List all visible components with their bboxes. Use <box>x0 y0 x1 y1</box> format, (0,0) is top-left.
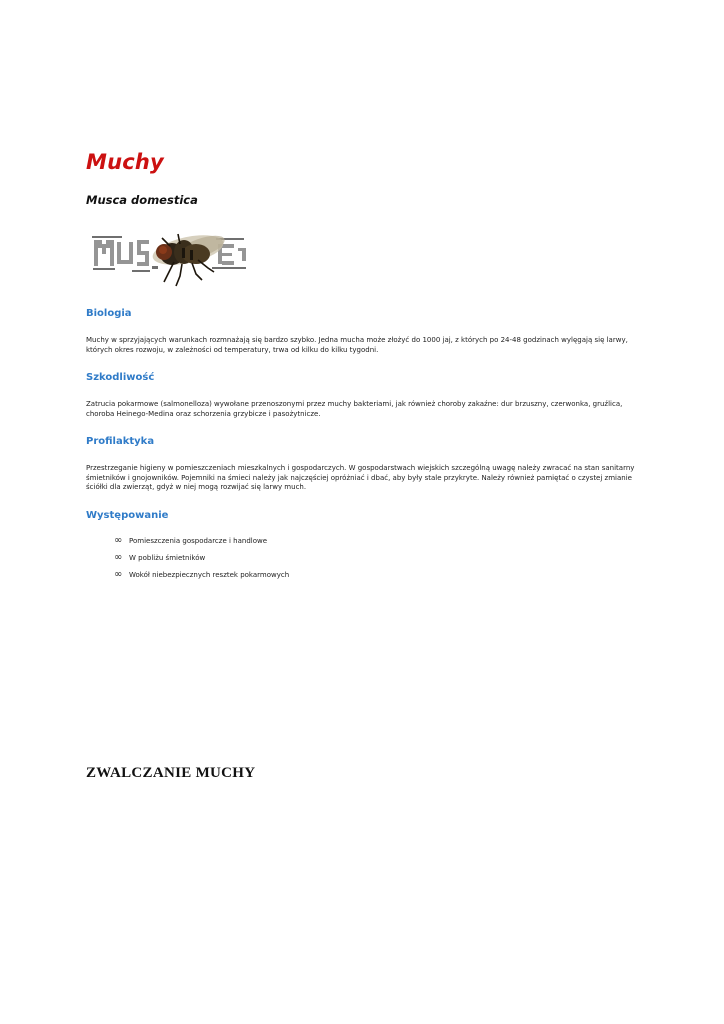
section-text-szkodliwosc: Zatrucia pokarmowe (salmonelloza) wywołane przenoszonymi przez muchy bakteriami, jak również choroby zakaźne: dur brzuszny, czerwonka, gruźlica, choroba Heinego-Medina oraz schorzenia grzybicze i pasożytnicze. <box>86 400 623 418</box>
section-text-profilaktyka: Przestrzeganie higieny w pomieszczeniach mieszkalnych i gospodarczych. W gospodarstwach wiejskich szczególną uwagę należy zwracać na stan sanitarny śmietników i gnojowników. Pojemniki na śmieci należy jak najczęściej opróżniać i dbać, aby były stale przykryte. Należy również pamiętać o czystej zmianie ściółki dla zwierząt, gdyż w niej mogą rozwijać się larwy much. <box>86 464 635 491</box>
section-heading-szkodliwosc: Szkodliwość <box>86 372 155 383</box>
list-item <box>114 549 289 566</box>
infinity-bullet-icon: ∞ <box>114 551 123 563</box>
fly-logo-image <box>92 220 252 288</box>
species-subtitle: Musca domestica <box>86 193 198 207</box>
control-section-heading: ZWALCZANIE MUCHY <box>86 765 256 781</box>
section-heading-wystepowanie: Występowanie <box>86 510 169 521</box>
list-item-text: Pomieszczenia gospodarcze i handlowe <box>129 536 268 545</box>
infinity-bullet-icon: ∞ <box>114 534 123 546</box>
section-text-biologia: Muchy w sprzyjających warunkach rozmnażają się bardzo szybko. Jedna mucha może złożyć do 1000 jaj, z których po 24-48 godzinach wylęgają się larwy, których okres rozwoju, w zależności od temperatury, trwa od kilku do kilku tygodni. <box>86 336 628 354</box>
list-item <box>114 566 289 583</box>
page-title: Muchy <box>86 150 164 174</box>
list-item-text: Wokół niebezpiecznych resztek pokarmowych <box>129 570 290 579</box>
section-heading-biologia: Biologia <box>86 308 132 319</box>
occurrence-list <box>114 532 289 583</box>
infinity-bullet-icon: ∞ <box>114 568 123 580</box>
list-item <box>114 532 289 549</box>
section-heading-profilaktyka: Profilaktyka <box>86 436 155 447</box>
list-item-text: W pobliżu śmietników <box>129 553 206 562</box>
